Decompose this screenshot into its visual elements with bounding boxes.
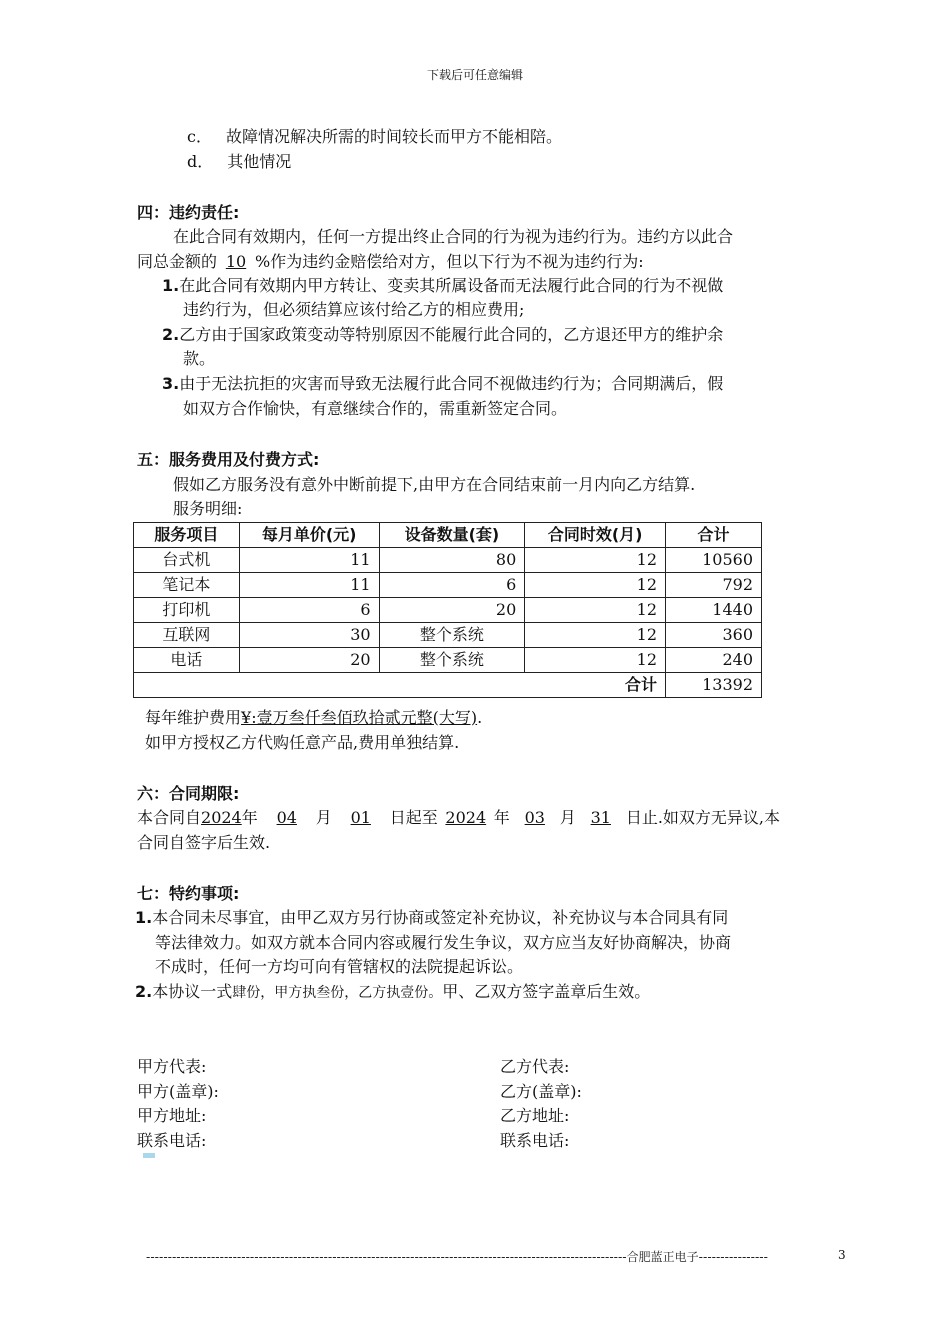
breach-item-2-cont: 款。 bbox=[183, 349, 216, 368]
table-cell: 360 bbox=[666, 623, 762, 648]
party-b-representative: 乙方代表: bbox=[500, 1057, 570, 1076]
footer-dashes: --------------------------------------------------------------------------------------------------------------- bbox=[146, 1250, 627, 1264]
contract-term-line: 本合同自2024年 04 月 01 日起至 2024 年 03 月 31 日止.如双方无异议,本 bbox=[137, 806, 780, 830]
start-day: 01 bbox=[350, 808, 371, 827]
table-cell: 20 bbox=[239, 648, 379, 673]
table-row bbox=[134, 648, 762, 673]
table-cell: 20 bbox=[379, 598, 525, 623]
table-row bbox=[134, 573, 762, 598]
table-cell: 1440 bbox=[666, 598, 762, 623]
start-month: 04 bbox=[276, 808, 297, 827]
party-a-phone: 联系电话: bbox=[137, 1131, 207, 1150]
service-detail-table bbox=[133, 522, 762, 698]
breach-item-1: 1.在此合同有效期内甲方转让、变卖其所属设备而无法履行此合同的行为不视做 bbox=[162, 276, 724, 295]
table-cell: 11 bbox=[239, 573, 379, 598]
breach-item-3-cont: 如双方合作愉快，有意继续合作的，需重新签定合同。 bbox=[183, 399, 568, 418]
party-a-address: 甲方地址: bbox=[137, 1106, 207, 1125]
section-title-term: 六：合同期限: bbox=[137, 784, 240, 803]
list-label: d． bbox=[187, 152, 214, 171]
paragraph-line: 同总金额的 10 %作为违约金赔偿给对方，但以下行为不视为违约行为: bbox=[137, 250, 644, 274]
page-header: 下载后可任意编辑 bbox=[426, 68, 523, 82]
table-cell: 30 bbox=[239, 623, 379, 648]
table-cell: 6 bbox=[239, 598, 379, 623]
table-row bbox=[134, 548, 762, 573]
party-a-seal: 甲方(盖章): bbox=[137, 1082, 219, 1101]
table-cell: 整个系统 bbox=[379, 648, 525, 673]
table-cell: 打印机 bbox=[134, 598, 240, 623]
table-cell: 电话 bbox=[134, 648, 240, 673]
table-cell: 792 bbox=[666, 573, 762, 598]
column-header: 合计 bbox=[666, 523, 762, 548]
table-cell: 互联网 bbox=[134, 623, 240, 648]
table-row bbox=[134, 598, 762, 623]
table-cell: 6 bbox=[379, 573, 525, 598]
table-row bbox=[134, 623, 762, 648]
paragraph-line: 假如乙方服务没有意外中断前提下,由甲方在合同结束前一月内向乙方结算. bbox=[173, 475, 696, 494]
table-cell: 11 bbox=[239, 548, 379, 573]
end-day: 31 bbox=[590, 808, 611, 827]
special-item-1-cont: 不成时，任何一方均可向有管辖权的法院提起诉讼。 bbox=[155, 957, 524, 976]
special-item-2: 2.本协议一式肆份，甲方执叁份，乙方执壹份。甲、乙双方签字盖章后生效。 bbox=[135, 982, 651, 1001]
text-cursor-mark bbox=[143, 1153, 155, 1158]
list-label: c． bbox=[187, 127, 212, 146]
footer-dashes: ---------------- bbox=[698, 1250, 768, 1264]
party-b-phone: 联系电话: bbox=[500, 1131, 570, 1150]
column-header: 合同时效(月) bbox=[525, 523, 666, 548]
column-header: 每月单价(元) bbox=[239, 523, 379, 548]
table-cell: 240 bbox=[666, 648, 762, 673]
table-cell: 笔记本 bbox=[134, 573, 240, 598]
end-month: 03 bbox=[524, 808, 545, 827]
footer-company: 合肥蓝正电子 bbox=[626, 1250, 699, 1264]
breach-item-3: 3.由于无法抗拒的灾害而导致无法履行此合同不视做违约行为；合同期满后，假 bbox=[162, 374, 724, 393]
paragraph-line: 服务明细: bbox=[173, 499, 243, 518]
column-header: 服务项目 bbox=[134, 523, 240, 548]
table-cell: 12 bbox=[525, 648, 666, 673]
total-value: 13392 bbox=[666, 673, 762, 698]
start-year: 2024 bbox=[201, 808, 242, 827]
table-cell: 台式机 bbox=[134, 548, 240, 573]
table-cell: 80 bbox=[379, 548, 525, 573]
table-header-row bbox=[134, 523, 762, 548]
party-a-representative: 甲方代表: bbox=[137, 1057, 207, 1076]
table-cell: 10560 bbox=[666, 548, 762, 573]
paragraph-line: 在此合同有效期内，任何一方提出终止合同的行为视为违约行为。违约方以此合 bbox=[173, 227, 734, 246]
table-cell: 12 bbox=[525, 598, 666, 623]
special-item-1: 1.本合同未尽事宜，由甲乙双方另行协商或签定补充协议，补充协议与本合同具有同 bbox=[135, 908, 729, 927]
section-title-breach: 四：违约责任: bbox=[137, 203, 240, 222]
table-cell: 整个系统 bbox=[379, 623, 525, 648]
end-year: 2024 bbox=[445, 808, 487, 827]
page-number: 3 bbox=[838, 1248, 846, 1262]
special-item-1-cont: 等法律效力。如双方就本合同内容或履行发生争议，双方应当友好协商解决，协商 bbox=[155, 933, 732, 952]
list-text: 故障情况解决所需的时间较长而甲方不能相陪。 bbox=[225, 127, 562, 146]
paragraph-line: 合同自签字后生效. bbox=[137, 833, 271, 852]
breach-item-2: 2.乙方由于国家政策变动等特别原因不能履行此合同的，乙方退还甲方的维护余 bbox=[162, 325, 724, 344]
section-title-special: 七：特约事项: bbox=[137, 884, 240, 903]
list-item-c bbox=[187, 125, 562, 149]
party-b-address: 乙方地址: bbox=[500, 1106, 570, 1125]
page-footer bbox=[146, 1248, 768, 1265]
list-item-d bbox=[187, 150, 291, 174]
table-cell: 12 bbox=[525, 548, 666, 573]
table-cell: 12 bbox=[525, 623, 666, 648]
annual-fee-line: 每年维护费用¥:壹万叁仟叁佰玖拾贰元整(大写). bbox=[145, 708, 483, 727]
list-text: 其他情况 bbox=[227, 152, 292, 171]
breach-item-1-cont: 违约行为，但必须结算应该付给乙方的相应费用; bbox=[183, 300, 525, 319]
section-title-fees: 五：服务费用及付费方式: bbox=[137, 450, 320, 469]
column-header: 设备数量(套) bbox=[379, 523, 525, 548]
table-total-row bbox=[134, 673, 762, 698]
party-b-seal: 乙方(盖章): bbox=[500, 1082, 582, 1101]
table-cell: 12 bbox=[525, 573, 666, 598]
annual-fee-amount: ¥:壹万叁仟叁佰玖拾贰元整(大写) bbox=[241, 708, 478, 727]
penalty-percent: 10 bbox=[225, 252, 247, 271]
total-label: 合计 bbox=[134, 673, 666, 698]
paragraph-line: 如甲方授权乙方代购任意产品,费用单独结算. bbox=[145, 733, 460, 752]
